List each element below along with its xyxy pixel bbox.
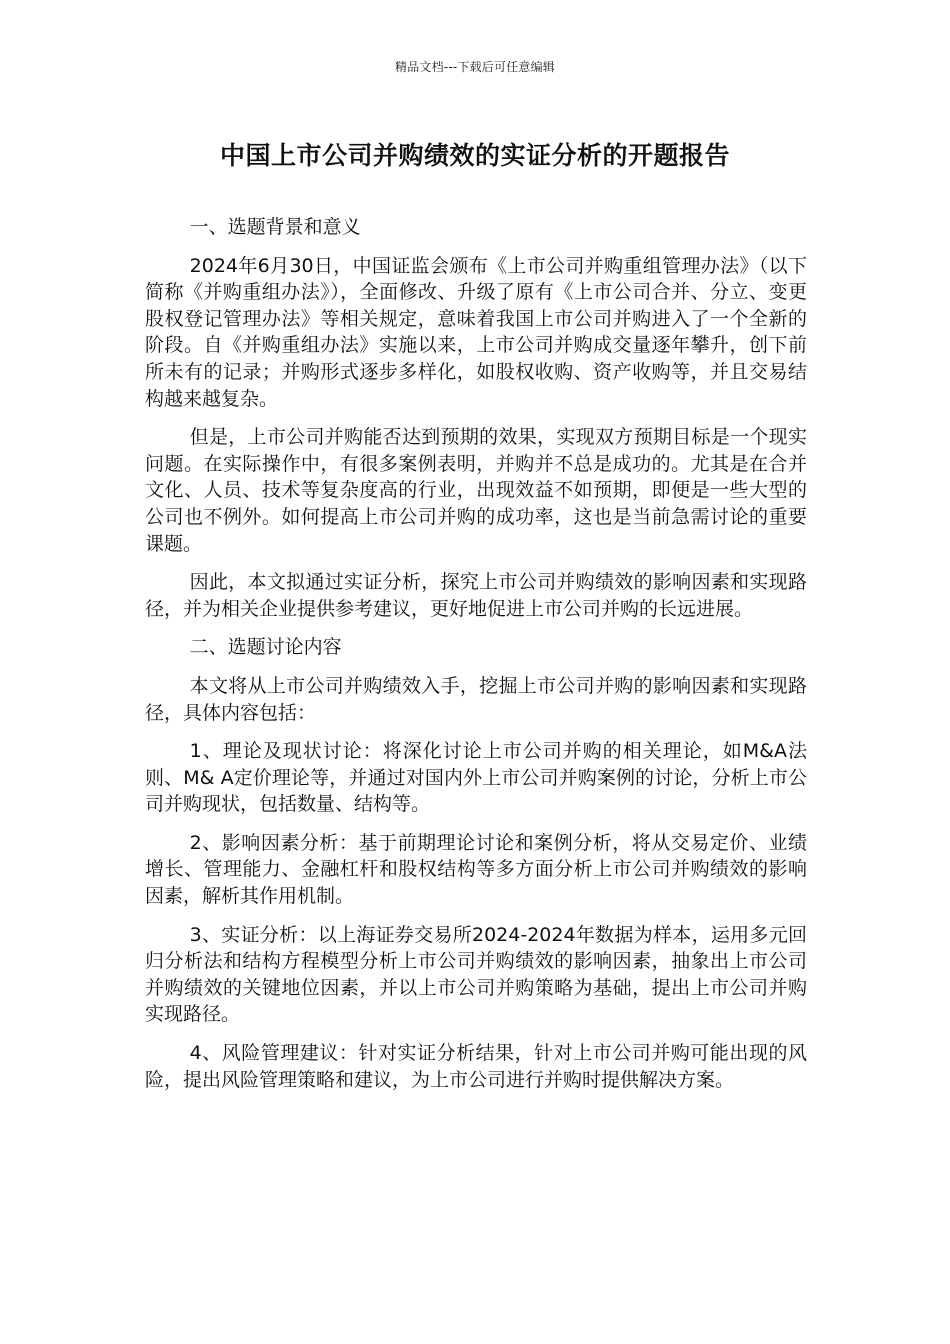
list-item: 4、风险管理建议：针对实证分析结果，针对上市公司并购可能出现的风险，提出风险管理策略和建议，为上市公司进行并购时提供解决方案。 [145, 1042, 807, 1091]
document-title: 中国上市公司并购绩效的实证分析的开题报告 [219, 141, 730, 170]
list-item: 2、影响因素分析：基于前期理论讨论和案例分析，将从交易定价、业绩增长、管理能力、金融杠杆和股权结构等多方面分析上市公司并购绩效的影响因素，解析其作用机制。 [145, 831, 807, 908]
section-heading: 一、选题背景和意义 [189, 216, 361, 238]
paragraph: 但是，上市公司并购能否达到预期的效果，实现双方预期目标是一个现实问题。在实际操作中，有很多案例表明，并购并不总是成功的。尤其是在合并文化、人员、技术等复杂度高的行业，出现效益不如预期，即便是一些大型的公司也不例外。如何提高上市公司并购的成功率，这也是当前急需讨论的重要课题。 [145, 426, 807, 555]
paragraph: 本文将从上市公司并购绩效入手，挖掘上市公司并购的影响因素和实现路径，具体内容包括： [145, 674, 807, 724]
list-item: 3、实证分析：以上海证券交易所2024-2024年数据为样本，运用多元回归分析法和结构方程模型分析上市公司并购绩效的影响因素，抽象出上市公司并购绩效的关键地位因素，并以上市公司并购策略为基础，提出上市公司并购实现路径。 [145, 923, 807, 1026]
paragraph: 2024年6月30日，中国证监会颁布《上市公司并购重组管理办法》（以下简称《并购重组办法》），全面修改、升级了原有《上市公司合并、分立、变更股权登记管理办法》等相关规定，意味着我国上市公司并购进入了一个全新的阶段。自《并购重组办法》实施以来，上市公司并购成交量逐年攀升，创下前所未有的记录；并购形式逐步多样化，如股权收购、资产收购等，并且交易结构越来越复杂。 [145, 254, 807, 410]
section-heading: 二、选题讨论内容 [189, 636, 342, 659]
header-note: 精品文档---下载后可任意编辑 [395, 60, 555, 74]
list-item: 1、理论及现状讨论：将深化讨论上市公司并购的相关理论，如M&A法则、M& A定价理论等，并通过对国内外上市公司并购案例的讨论，分析上市公司并购现状，包括数量、结构等。 [145, 740, 807, 816]
document-body [145, 214, 807, 1105]
paragraph: 因此，本文拟通过实证分析，探究上市公司并购绩效的影响因素和实现路径，并为相关企业提供参考建议，更好地促进上市公司并购的长远进展。 [145, 571, 807, 620]
